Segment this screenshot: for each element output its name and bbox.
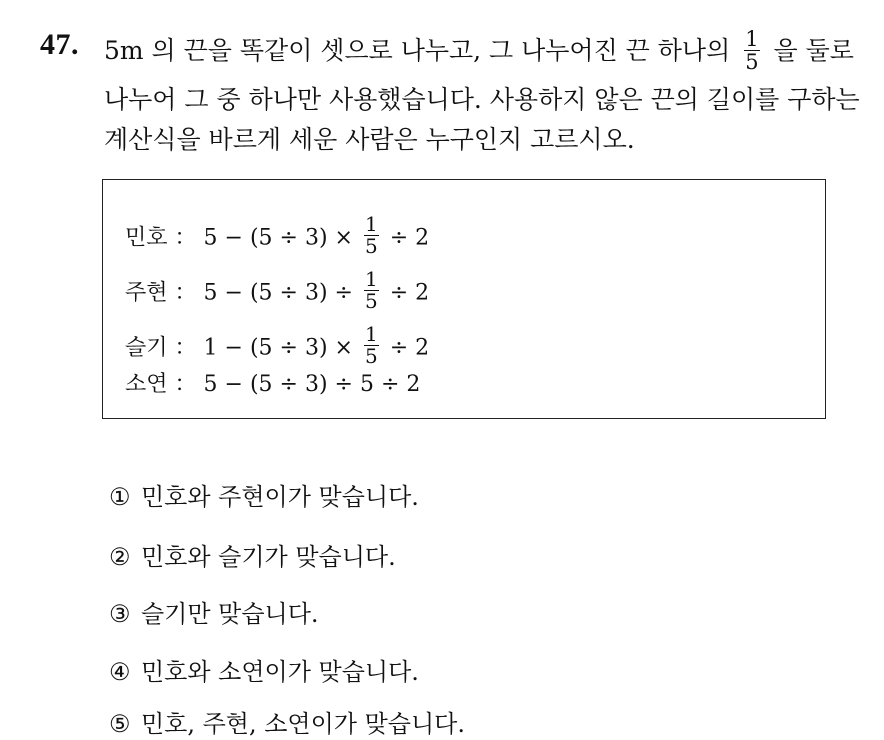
equation-separator: ： [174,225,197,251]
fraction-denominator: 5 [364,344,378,368]
fraction-one-fifth [744,28,759,73]
equation-person-name: 민호 [125,225,168,251]
equation-expression-after: ÷ 2 [389,335,430,361]
equation-person-name: 주현 [125,280,168,306]
question-line-1-after: 을 둘로 [773,36,854,65]
equation-seulgi [125,322,430,370]
equation-expression-before: 5 − (5 ÷ 3) × [203,225,353,251]
equation-separator: ： [174,280,197,306]
answer-choice-3[interactable] [109,600,319,628]
equation-box [102,179,826,419]
fraction-denominator: 5 [364,234,378,258]
choice-number-marker: ③ [109,600,131,628]
answer-choice-2[interactable] [109,543,396,571]
choice-text: 민호, 주현, 소연이가 맞습니다. [141,710,465,738]
fraction-denominator: 5 [364,289,378,313]
choice-number-marker: ④ [109,658,131,686]
equation-soyeon [125,372,420,398]
question-line-1-before: 5m 의 끈을 똑같이 셋으로 나누고, 그 나누어진 끈 하나의 [104,36,731,65]
choice-number-marker: ⑤ [109,710,131,738]
equation-separator: ： [174,335,197,361]
choice-text: 민호와 슬기가 맞습니다. [141,543,396,571]
question-text-line-3: 계산식을 바르게 세운 사람은 누구인지 고르시오. [104,125,635,154]
equation-person-name: 슬기 [125,335,168,361]
fraction-denominator: 5 [745,50,759,74]
fraction-one-fifth [364,269,379,312]
answer-choice-5[interactable] [109,710,465,738]
equation-separator: ： [174,372,197,397]
question-text-line-1 [104,27,854,75]
answer-choice-4[interactable] [109,658,419,686]
fraction-numerator: 1 [745,27,759,51]
choice-text: 민호와 소연이가 맞습니다. [141,658,419,686]
equation-expression-after: ÷ 2 [389,280,430,306]
answer-choice-1[interactable] [109,483,419,511]
equation-expression-before: 1 − (5 ÷ 3) × [203,335,353,361]
equation-juhyeon [125,267,430,315]
question-text-line-2: 나누어 그 중 하나만 사용했습니다. 사용하지 않은 끈의 길이를 구하는 [104,85,860,114]
fraction-one-fifth [364,214,379,257]
fraction-one-fifth [364,324,379,367]
fraction-numerator: 1 [364,322,378,346]
equation-minho [125,212,430,260]
question-number: 47. [40,28,79,61]
fraction-numerator: 1 [364,212,378,236]
equation-expression-after: ÷ 2 [389,225,430,251]
equation-expression: 5 − (5 ÷ 3) ÷ 5 ÷ 2 [203,372,421,397]
choice-text: 민호와 주현이가 맞습니다. [141,483,419,511]
equation-person-name: 소연 [125,372,168,397]
equation-expression-before: 5 − (5 ÷ 3) ÷ [203,280,353,306]
fraction-numerator: 1 [364,267,378,291]
choice-number-marker: ① [109,483,131,511]
choice-text: 슬기만 맞습니다. [141,600,319,628]
choice-number-marker: ② [109,543,131,571]
